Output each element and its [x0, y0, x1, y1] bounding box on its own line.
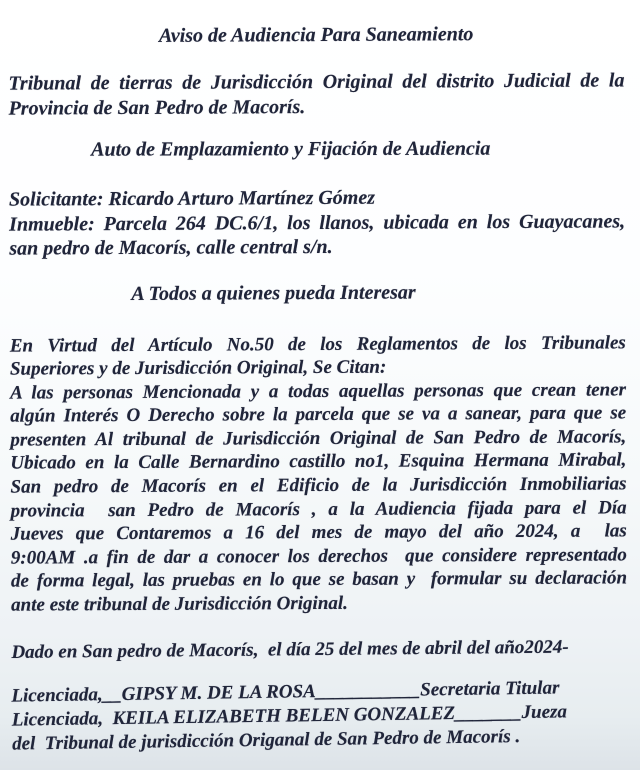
text-line: Licenciada, KEILA ELIZABETH BELEN GONZALEZ_______Jueza [11, 700, 568, 731]
signature-block [11, 675, 628, 756]
text-line: presenten Al tribunal de Jurisdicción Original de San Pedro de Macorís, [10, 426, 627, 451]
text-line: provincia san Pedro de Macorís , a la Audiencia fijada para el Día [10, 497, 627, 522]
text-line: Inmueble: Parcela 264 DC.6/1, los llanos, ubicada en los Guayacanes, [9, 209, 626, 236]
text-line: ante este tribunal de Jurisdicción Original. [11, 592, 348, 616]
text-line: Jueves que Contaremos a 16 del mes de mayo del año 2024, a las [10, 520, 627, 545]
salutation-heading: A Todos a quienes pueda Interesar [131, 280, 416, 305]
text-line: san pedro de Macorís, calle central s/n. [9, 235, 333, 260]
text-line: del Tribunal de jurisdicción Origanal de San Pedro de Macorís . [11, 725, 521, 755]
text-line: En Virtud del Artículo No.50 de los Reglamentos de los Tribunales [9, 331, 626, 357]
text-line: Dado en San pedro de Macorís, el día 25 del mes de abril del año2024- [11, 636, 569, 663]
text-line: Solicitante: Ricardo Arturo Martínez Gómez [8, 186, 376, 211]
text-line: Ubicado en la Calle Bernardino castillo no1, Esquina Hermana Mirabal, [10, 449, 627, 475]
text-line: Licenciada,__GIPSY M. DE LA ROSA___________Secretaria Titular [11, 677, 560, 707]
document-title: Aviso de Audiencia Para Saneamiento [158, 23, 474, 47]
text-line: 9:00AM .a fin de dar a conocer los derechos que considere representado [10, 544, 627, 569]
text-line: Superiores y de Jurisdicción Original, Se Citan: [9, 356, 387, 380]
text-line: A las personas Mencionada y a todas aquellas personas que crean tener [9, 379, 627, 404]
text-line: algún Interés O Derecho sobre la parcela que se va a sanear, para que se [10, 402, 627, 427]
text-line: Provincia de San Pedro de Macorís. [8, 96, 306, 120]
court-heading-paragraph [8, 68, 624, 121]
applicant-property-paragraph [9, 184, 625, 261]
text-line: de forma legal, las pruebas en lo que se basan y formular su declaración [10, 567, 628, 593]
text-line: Tribunal de tierras de Jurisdicción Original del distrito Judicial de la [8, 69, 625, 95]
document-subtitle: Auto de Emplazamiento y Fijación de Audiencia [91, 137, 491, 161]
dated-line [11, 636, 627, 663]
body-paragraph [10, 331, 627, 617]
text-line: San pedro de Macorís en el Edificio de la Jurisdicción Inmobiliarias [10, 473, 627, 498]
